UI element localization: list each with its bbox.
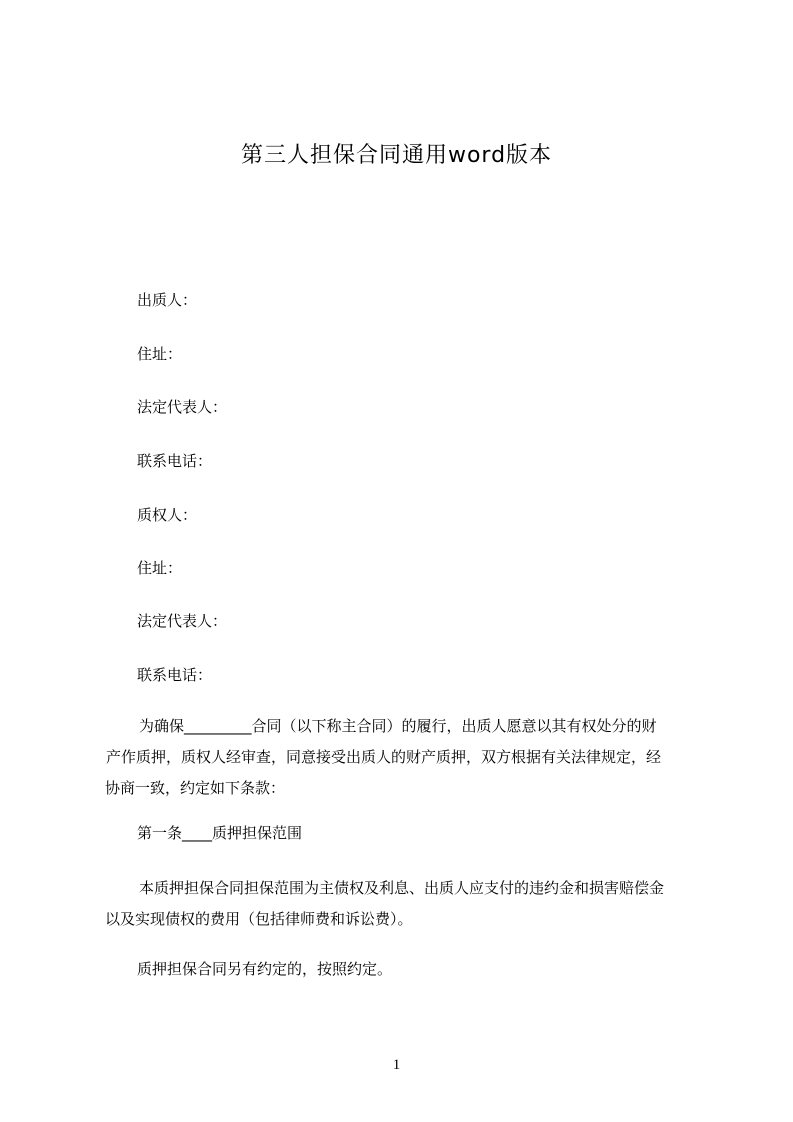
article-1-line: 本质押担保合同担保范围为主债权及利息、出质人应支付的违约金和损害赔偿金 xyxy=(139,879,665,897)
intro-paragraph xyxy=(105,711,705,804)
pledgor-field: 出质人： xyxy=(137,291,198,309)
article-1-line: 以及实现债权的费用（包括律师费和诉讼费）。 xyxy=(105,910,413,928)
intro-line: 产作质押，质权人经审查，同意接受出质人的财产质押，双方根据有关法律规定，经 xyxy=(106,748,662,766)
pledgee-legal-representative-field: 法定代表人： xyxy=(137,612,228,630)
intro-line: 协商一致，约定如下条款： xyxy=(105,779,286,797)
pledgee-address-field: 住址： xyxy=(137,559,183,577)
intro-line: 为确保_________合同（以下称主合同）的履行，出质人愿意以其有权处分的财 xyxy=(139,717,657,735)
pledgor-legal-representative-field: 法定代表人： xyxy=(137,398,228,416)
pledgor-phone-field: 联系电话： xyxy=(137,452,213,470)
pledgee-field: 质权人： xyxy=(137,506,198,524)
pledgor-address-field: 住址： xyxy=(137,345,183,363)
article-1-heading: 第一条____质押担保范围 xyxy=(137,824,303,842)
pledgee-phone-field: 联系电话： xyxy=(137,666,213,684)
article-1-note: 质押担保合同另有约定的，按照约定。 xyxy=(137,960,393,978)
page-number: 1 xyxy=(392,1057,401,1073)
document-title: 第三人担保合同通用word版本 xyxy=(240,143,553,168)
article-1-paragraph xyxy=(105,873,705,935)
